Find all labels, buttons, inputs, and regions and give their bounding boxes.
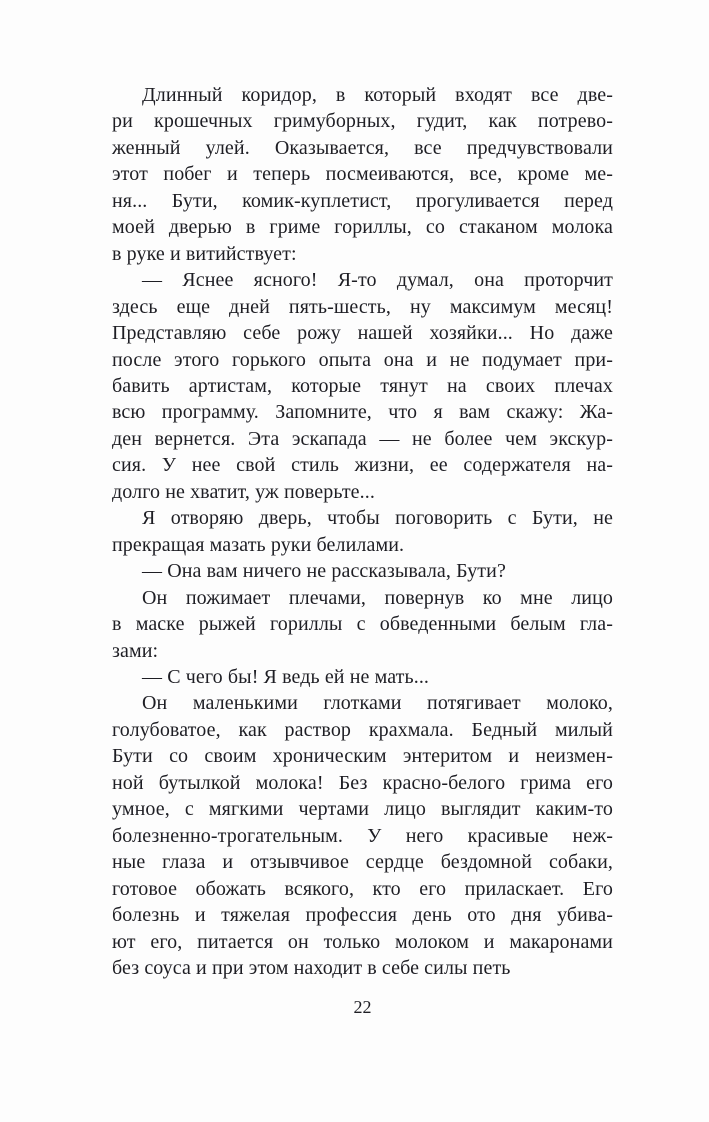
text-line: болезнь и тяжелая профессия день ото дня убива-: [112, 904, 613, 927]
text-line: женный улей. Оказывается, все предчувствовали: [112, 136, 613, 159]
text-line: — Она вам ничего не рассказывала, Бути?: [142, 560, 506, 583]
text-line: в руке и витийствует:: [112, 242, 297, 265]
text-line: ри крошечных гримуборных, гудит, как потрево-: [112, 110, 613, 133]
text-line: — С чего бы! Я ведь ей не мать...: [142, 665, 430, 688]
text-line: после этого горького опыта она и не подумает при-: [112, 348, 613, 371]
text-line: прекращая мазать руки белилами.: [112, 533, 405, 556]
text-line: Он маленькими глотками потягивает молоко,: [142, 692, 613, 715]
text-block: [112, 82, 613, 981]
text-line: зами:: [112, 639, 159, 662]
text-line: без соуса и при этом находит в себе силы петь: [112, 956, 511, 979]
text-line: голубоватое, как раствор крахмала. Бедный милый: [112, 718, 613, 741]
text-line: — Яснее ясного! Я-то думал, она проторчит: [142, 269, 613, 292]
text-line: Длинный коридор, в который входят все две-: [142, 84, 613, 106]
text-line: ной бутылкой молока! Без красно-белого грима его: [112, 771, 613, 794]
text-line: ют его, питается он только молоком и макаронами: [112, 930, 613, 953]
text-line: в маске рыжей гориллы с обведенными белым гла-: [112, 613, 613, 636]
text-line: сия. У нее свой стиль жизни, ее содержателя на-: [112, 454, 613, 477]
text-line: здесь еще дней пять-шесть, ну максимум месяц!: [112, 295, 613, 318]
text-line: долго не хватит, уж поверьте...: [112, 480, 375, 503]
text-line: Представляю себе рожу нашей хозяйки... Но даже: [112, 322, 613, 345]
text-line: болезненно-трогательным. У него красивые неж-: [112, 824, 613, 847]
text-line: моей дверью в гриме гориллы, со стаканом молока: [112, 216, 613, 239]
text-line: ден вернется. Эта эскапада — не более чем экскур-: [112, 427, 613, 450]
text-line: Бути со своим хроническим энтеритом и неизмен-: [112, 745, 613, 768]
text-line: ня... Бути, комик-куплетист, прогуливается перед: [112, 189, 613, 212]
text-line: Он пожимает плечами, повернув ко мне лицо: [142, 586, 613, 609]
text-line: ные глаза и отзывчивое сердце бездомной собаки,: [112, 851, 613, 874]
page-number: 22: [353, 997, 372, 1017]
text-line: этот побег и теперь посмеиваются, все, кроме ме-: [112, 163, 613, 186]
text-line: умное, с мягкими чертами лицо выглядит каким-то: [112, 798, 613, 821]
text-line: Я отворяю дверь, чтобы поговорить с Бути, не: [142, 507, 613, 530]
text-line: бавить артистам, которые тянут на своих плечах: [112, 374, 613, 397]
text-line: готовое обожать всякого, кто его приласкает. Его: [112, 877, 613, 900]
text-line: всю программу. Запомните, что я вам скажу: Жа-: [112, 401, 613, 424]
